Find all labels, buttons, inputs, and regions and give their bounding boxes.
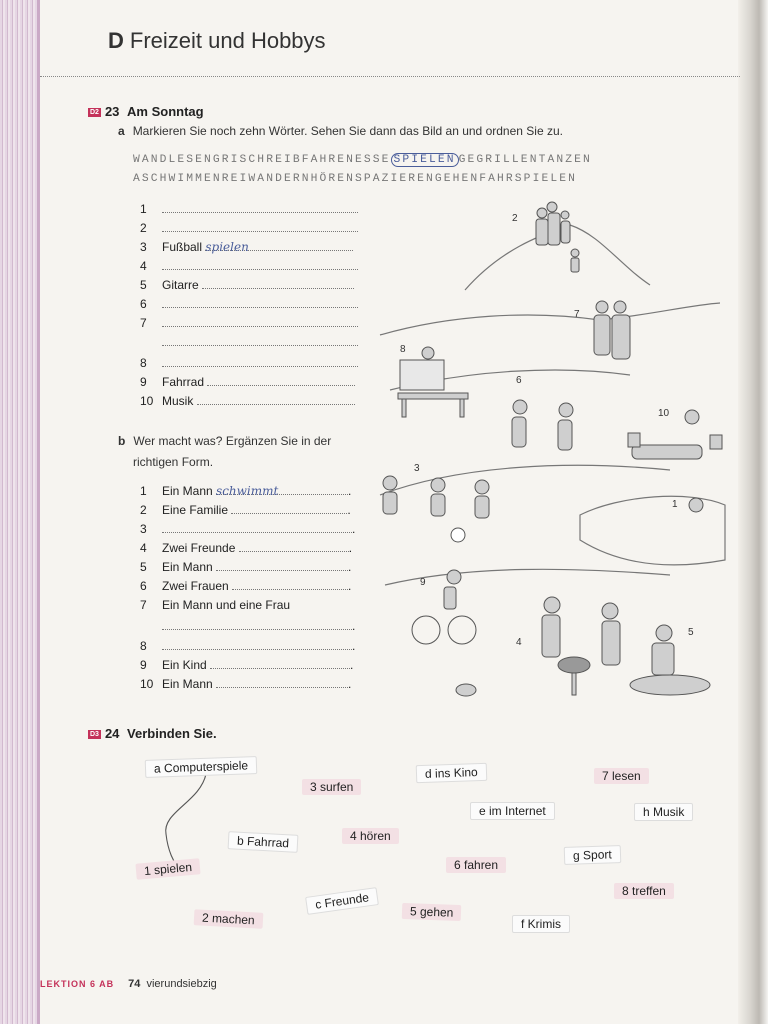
section-title (108, 28, 326, 54)
circled-word: SPIELEN (391, 153, 459, 167)
exercise-23-number: 23 (104, 104, 120, 119)
illustration-number: 4 (516, 637, 522, 648)
answer-line[interactable] (162, 316, 358, 327)
exercise-23b-instruction-2: richtigen Form. (133, 455, 214, 469)
word-chip-e[interactable]: e im Internet (470, 802, 555, 820)
handwritten-answer: schwimmt (216, 484, 279, 498)
illustration-number: 9 (420, 577, 426, 588)
word-chip-h[interactable]: h Musik (634, 803, 693, 821)
page-word: vierundsiebzig (146, 978, 217, 990)
list-a-item: 10 Musik (140, 394, 355, 408)
illustration-number: 1 (672, 499, 678, 510)
part-b-text-1: Wer macht was? Ergänzen Sie in der (133, 434, 332, 448)
ground-line (385, 569, 670, 585)
exercise-23a-instruction (118, 124, 563, 138)
exercise-24-number: 24 (104, 726, 120, 741)
word-chip-6[interactable]: 6 fahren (446, 857, 506, 873)
section-letter: D (108, 28, 124, 53)
list-a-item: 5 Gitarre (140, 278, 354, 292)
connecting-line (150, 772, 220, 872)
list-b-item: 7 Ein Mann und eine Frau (140, 598, 291, 612)
list-a (140, 202, 370, 417)
letter-grid-line-1 (133, 154, 592, 166)
list-a-item: 2 (140, 221, 358, 235)
list-b-item: 9 Ein Kind . (140, 658, 354, 672)
answer-line[interactable] (162, 639, 352, 650)
letter-grid-line-2: ASCHWIMMENREIWANDERNHÖRENSPAZIERENGEHENFAHRSPIELEN (133, 173, 577, 185)
answer-line[interactable] (162, 335, 358, 346)
illustration-number: 7 (574, 309, 580, 320)
word-chip-d[interactable]: d ins Kino (416, 763, 487, 783)
answer-line[interactable] (210, 658, 350, 669)
word-chip-4[interactable]: 4 hören (342, 828, 399, 844)
page-binding-edge (0, 0, 40, 1024)
handwritten-answer: spielen (205, 240, 249, 254)
word-chip-1[interactable]: 1 spielen (135, 858, 200, 880)
exercise-24-heading (88, 726, 217, 741)
answer-line[interactable] (231, 503, 347, 514)
answer-line[interactable] (239, 541, 349, 552)
exercise-23-title: Am Sonntag (127, 104, 204, 119)
list-b-item: 10 Ein Mann . (140, 677, 352, 691)
list-b-item: 1 Ein Mann schwimmt . (140, 484, 352, 498)
letters-1-pre: WANDLESENGRISCHREIBFAHRENESSE (133, 154, 391, 166)
exercise-24-badge: D3 (90, 731, 99, 738)
list-b-item: 3 . (140, 522, 356, 536)
list-b-item: 6 Zwei Frauen . (140, 579, 352, 593)
answer-line[interactable] (216, 560, 348, 571)
answer-line[interactable] (162, 259, 358, 270)
answer-line[interactable] (197, 394, 355, 405)
illustration-number: 6 (516, 375, 522, 386)
header-rule (40, 76, 740, 77)
word-chip-8[interactable]: 8 treffen (614, 883, 674, 899)
list-a-item: 7 (140, 316, 358, 330)
answer-line[interactable] (232, 579, 348, 590)
word-chip-3[interactable]: 3 surfen (302, 779, 361, 795)
answer-line[interactable] (205, 240, 353, 254)
answer-line[interactable] (162, 202, 358, 213)
list-a-item: 1 (140, 202, 358, 216)
illustration-number: 5 (688, 627, 694, 638)
word-chip-2[interactable]: 2 machen (194, 909, 263, 929)
hill-outline (380, 303, 720, 335)
list-b-continuation: . (140, 619, 355, 633)
list-b-item: 5 Ein Mann . (140, 560, 352, 574)
page-footer (40, 978, 217, 990)
word-chip-b[interactable]: b Fahrrad (228, 831, 299, 853)
answer-line[interactable] (162, 522, 352, 533)
part-b-letter: b (118, 434, 126, 448)
word-chip-7[interactable]: 7 lesen (594, 768, 649, 784)
page-number: 74 (128, 978, 141, 990)
word-chip-f[interactable]: f Krimis (512, 915, 570, 933)
list-a-item: 9 Fahrrad (140, 375, 355, 389)
word-chip-c[interactable]: c Freunde (305, 887, 379, 915)
exercise-23-heading (88, 104, 204, 119)
answer-line[interactable] (162, 221, 358, 232)
list-b-item: 2 Eine Familie . (140, 503, 351, 517)
answer-line[interactable] (162, 297, 358, 308)
illustration-number: 8 (400, 344, 406, 355)
word-chip-5[interactable]: 5 gehen (402, 903, 462, 921)
page-fold-shadow (738, 0, 768, 1024)
list-a-item: 4 (140, 259, 358, 273)
word-chip-a[interactable]: a Computerspiele (145, 756, 258, 778)
section-title-text: Freizeit und Hobbys (129, 28, 326, 53)
list-a-item: 8 (140, 356, 358, 370)
answer-line[interactable] (202, 278, 354, 289)
letters-1-post: GEGRILLENTANZEN (458, 154, 592, 166)
list-b (140, 484, 370, 699)
answer-line[interactable] (216, 677, 348, 688)
part-a-letter: a (118, 124, 125, 138)
exercise-23-badge: D2 (90, 109, 99, 116)
answer-line[interactable] (162, 619, 352, 630)
list-b-item: 8 . (140, 639, 356, 653)
word-chip-g[interactable]: g Sport (564, 845, 621, 865)
list-b-item: 4 Zwei Freunde . (140, 541, 353, 555)
exercise-24-title: Verbinden Sie. (127, 726, 217, 741)
part-a-text: Markieren Sie noch zehn Wörter. Sehen Sie dann das Bild an und ordnen Sie zu. (132, 124, 563, 138)
answer-line[interactable] (207, 375, 355, 386)
illustration-number: 10 (658, 408, 670, 419)
ground-line (380, 465, 670, 495)
lesson-label: LEKTION 6 AB (40, 979, 115, 989)
illustration-number: 3 (414, 463, 420, 474)
illustration-number: 2 (512, 213, 518, 224)
sunday-leisure-illustration (370, 195, 732, 735)
list-a-item: 3 Fußball spielen (140, 240, 353, 254)
list-a-item: 6 (140, 297, 358, 311)
exercise-23b-instruction (118, 434, 331, 448)
list-a-continuation (140, 335, 358, 349)
answer-line[interactable] (162, 356, 358, 367)
